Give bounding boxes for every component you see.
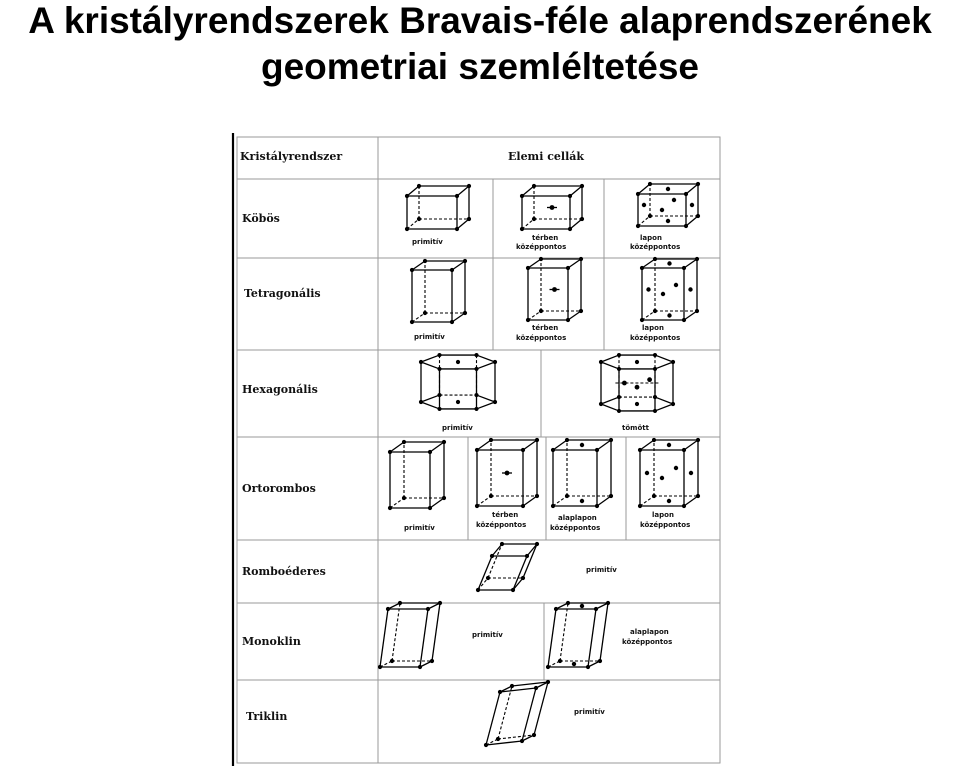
caption-ortho-base-1: alaplapon <box>558 514 597 522</box>
cell-mono-primitive <box>378 603 544 680</box>
caption-cubic-primitive: primitív <box>412 238 443 246</box>
cell-triclinic <box>378 680 720 763</box>
system-label-triclinic: Triklin <box>246 710 288 723</box>
caption-ortho-body-2: középpontos <box>476 521 527 529</box>
caption-triclinic-primitive: primitív <box>574 708 605 716</box>
caption-ortho-face-1: lapon <box>652 511 674 519</box>
caption-tetragonal-body-1: térben <box>532 324 559 332</box>
caption-tetragonal-body-2: középpontos <box>516 334 567 342</box>
caption-ortho-base-2: középpontos <box>550 524 601 532</box>
caption-ortho-face-2: középpontos <box>640 521 691 529</box>
header-cells-label: Elemi cellák <box>508 150 585 163</box>
caption-ortho-primitive: primitív <box>404 524 435 532</box>
header-system-label: Kristályrendszer <box>240 150 343 163</box>
caption-rhombo-primitive: primitív <box>586 566 617 574</box>
caption-cubic-body-2: középpontos <box>516 243 567 251</box>
system-cell-row-1 <box>237 258 378 350</box>
system-label-tetragonal: Tetragonális <box>244 287 321 300</box>
caption-tetragonal-face-1: lapon <box>642 324 664 332</box>
system-label-cubic: Köbös <box>242 212 280 225</box>
caption-mono-base-2: középpontos <box>622 638 673 646</box>
system-label-orthorhombic: Ortorombos <box>242 482 316 495</box>
caption-hexagonal-close: tömött <box>622 424 649 432</box>
system-label-rhombohedral: Romboéderes <box>242 565 326 578</box>
caption-cubic-body-1: térben <box>532 234 559 242</box>
system-label-monoclinic: Monoklin <box>242 635 301 648</box>
caption-mono-base-1: alaplapon <box>630 628 669 636</box>
caption-ortho-body-1: térben <box>492 511 519 519</box>
caption-tetragonal-face-2: középpontos <box>630 334 681 342</box>
system-label-hexagonal: Hexagonális <box>242 383 318 396</box>
page-title-line-2: geometriai szemléltetése <box>260 46 700 87</box>
page-title-line-1: A kristályrendszerek Bravais-féle alaprendszerének <box>28 0 932 41</box>
caption-mono-primitive: primitív <box>472 631 503 639</box>
caption-tetragonal-primitive: primitív <box>414 333 445 341</box>
caption-cubic-face-1: lapon <box>640 234 662 242</box>
caption-hexagonal-primitive: primitív <box>442 424 473 432</box>
caption-cubic-face-2: középpontos <box>630 243 681 251</box>
cell-rhombo <box>378 540 720 603</box>
